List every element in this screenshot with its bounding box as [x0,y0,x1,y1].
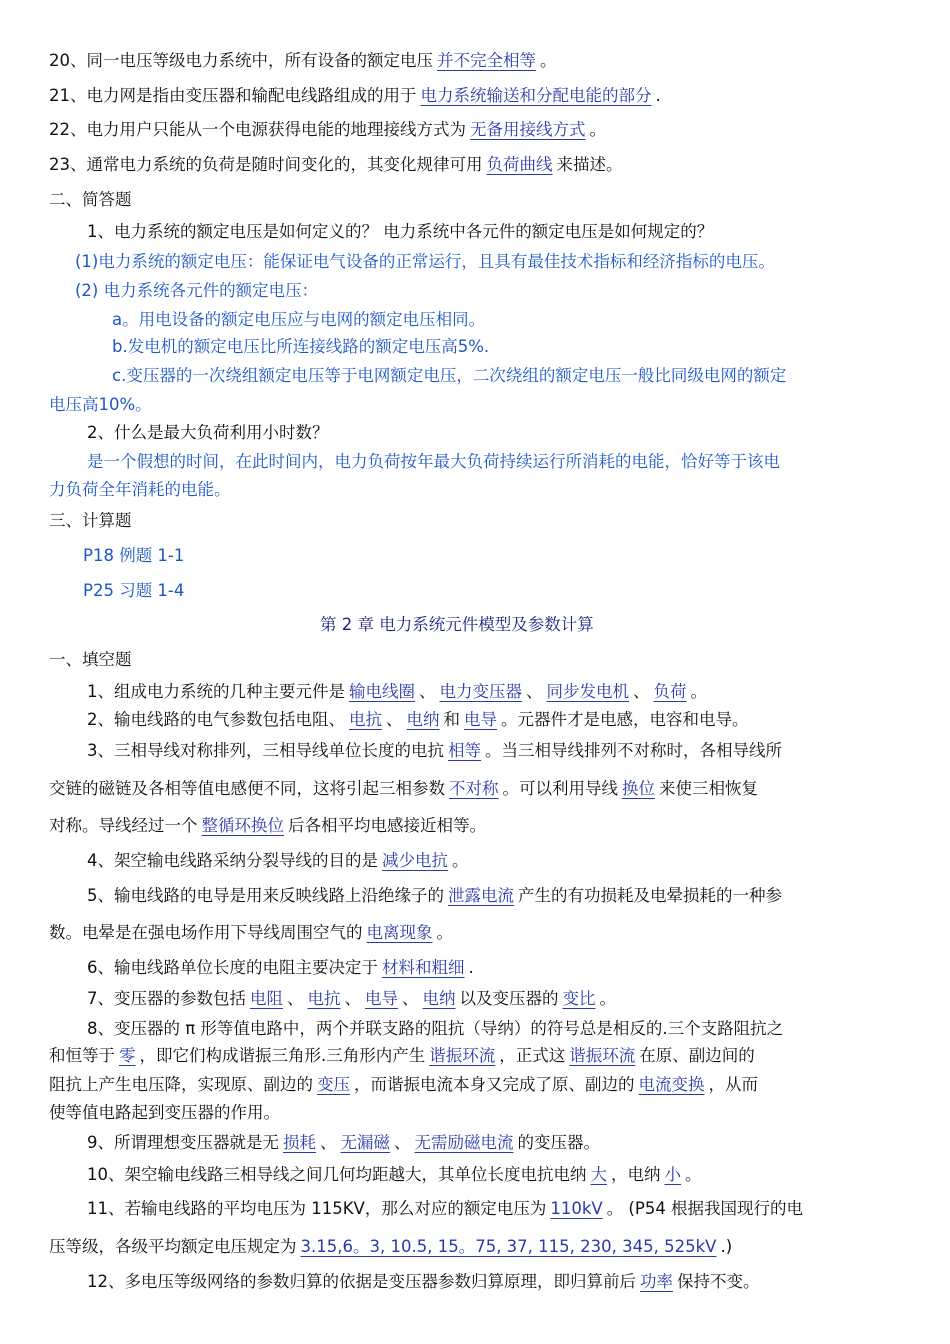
answer-blank: 相等 [448,741,481,760]
answer-blank: 变比 [562,989,596,1008]
question-text: 第 2 章 电力系统元件模型及参数计算 [320,615,594,634]
question-text: 3、三相导线对称排列，三相导线单位长度的电抗 [87,741,444,760]
text-line [87,739,782,763]
answer-blank: 电离现象 [366,923,433,942]
text-line [49,49,557,73]
question-text: 23、通常电力系统的负荷是随时间变化的，其变化规律可用 [49,155,483,174]
answer-blank: 电纳 [406,710,440,729]
question-text: 。 [589,120,606,139]
answer-blank: 电纳 [422,989,456,1008]
question-text: 。可以利用导线 [502,779,618,798]
answer-blank: 损耗 [283,1133,316,1152]
text-line [49,118,606,142]
question-text: 保持不变。 [677,1272,760,1291]
answer-text: 力负荷全年消耗的电能。 [49,480,231,499]
question-text: 2、输电线路的电气参数包括电阻、 [87,710,345,729]
text-line [49,921,453,945]
answer-blank: 并不完全相等 [437,51,536,70]
answer-blank: 大 [590,1165,607,1184]
answer-text: 电压高10%。 [49,395,152,414]
answer-blank: 减少电抗 [382,851,448,870]
answer-blank: 电流变换 [638,1075,705,1094]
question-text: 在原、副边间的 [639,1046,755,1065]
text-line [112,335,489,359]
answer-text: a。用电设备的额定电压应与电网的额定电压相同。 [112,310,486,329]
answer-blank: 电力变压器 [439,682,522,701]
question-text: 10、架空输电线路三相导线之间几何均距越大，其单位长度电抗电纳 [87,1165,587,1184]
question-text: .) [720,1237,733,1256]
answer-text: P25 习题 1-4 [83,581,185,600]
question-text: ，而谐振电流本身又完成了原、副边的 [354,1075,635,1094]
text-line [49,509,132,533]
text-line [49,188,132,212]
question-text: ，电纳 [611,1165,661,1184]
text-line [49,153,623,177]
answer-blank: 110kV [550,1199,603,1218]
answer-blank: 换位 [622,779,655,798]
answer-blank: 负荷曲线 [486,155,553,174]
question-text: 。 [685,1165,702,1184]
answer-blank: 整循环换位 [201,816,284,835]
text-line [87,1270,760,1294]
text-line [87,450,780,474]
question-text: ，即它们构成谐振三角形.三角形内产生 [139,1046,426,1065]
question-text: 。 [690,682,707,701]
answer-blank: 输电线圈 [349,682,415,701]
text-line [87,1017,783,1041]
answer-blank: 功率 [640,1272,673,1291]
question-text: 来描述。 [556,155,623,174]
question-text: 、 [394,1133,411,1152]
question-text: 后各相平均电感接近相等。 [288,816,486,835]
question-text: 二、简答题 [49,190,132,209]
answer-blank: 同步发电机 [546,682,629,701]
question-text: 、 [386,710,403,729]
answer-blank: 无需励磁电流 [414,1133,514,1152]
text-line [49,1073,758,1097]
answer-blank: 小 [664,1165,681,1184]
answer-blank: 电导 [365,989,398,1008]
question-text: 数。电晕是在强电场作用下导线周围空气的 [49,923,363,942]
text-line [49,648,132,672]
answer-text: (2) 电力系统各元件的额定电压： [75,281,319,300]
text-line [87,849,469,873]
text-line [87,884,782,908]
question-text: 2、什么是最大负荷利用小时数？ [87,423,329,442]
question-text: 6、输电线路单位长度的电阻主要决定于 [87,958,378,977]
text-line [87,680,707,704]
answer-blank: 谐振环流 [569,1046,636,1065]
text-line [49,393,152,417]
answer-blank: 电力系统输送和分配电能的部分 [420,86,652,105]
text-line [112,364,786,388]
question-text: 、 [633,682,650,701]
question-text: 。 [540,51,557,70]
question-text: 的变压器。 [517,1133,600,1152]
question-text: 。 [452,851,469,870]
question-text: 、 [526,682,543,701]
text-line [49,814,486,838]
question-text: 、 [419,682,436,701]
question-text: 、 [402,989,419,1008]
answer-blank: 零 [119,1046,136,1065]
question-text: 5、输电线路的电导是用来反映线路上沿绝缘子的 [87,886,444,905]
answer-blank: 负荷 [653,682,687,701]
question-text: 11、若输电线路的平均电压为 115KV，那么对应的额定电压为 [87,1199,547,1218]
question-text: 1、电力系统的额定电压是如何定义的？ 电力系统中各元件的额定电压是如何规定的？ [87,222,714,241]
answer-blank: 无备用接线方式 [470,120,586,139]
question-text: 。 [599,989,616,1008]
text-line [87,1197,803,1221]
text-line [87,1163,702,1187]
answer-blank: 电抗 [307,989,341,1008]
question-text: 交链的磁链及各相等值电感便不同，这将引起三相参数 [49,779,445,798]
answer-blank: 泄露电流 [448,886,514,905]
question-text: 阻抗上产生电压降，实现原、副边的 [49,1075,313,1094]
text-line [75,279,318,303]
question-text: 9、所谓理想变压器就是无 [87,1133,279,1152]
question-text: 和 [443,710,460,729]
text-line [87,956,474,980]
question-text: . [655,86,661,105]
question-text: 8、变压器的 π 形等值电路中，两个并联支路的阻抗（导纳）的符号总是相反的.三个支路阻抗之 [87,1019,784,1038]
question-text: 产生的有功损耗及电晕损耗的一种参 [518,886,782,905]
question-text: 21、电力网是指由变压器和输配电线路组成的用于 [49,86,417,105]
question-text: 、 [320,1133,337,1152]
text-line [83,544,184,568]
answer-text: 是一个假想的时间，在此时间内，电力负荷按年最大负荷持续运行所消耗的电能，恰好等于该电 [87,452,780,471]
answer-blank: 谐振环流 [429,1046,496,1065]
question-text: . [468,958,474,977]
answer-blank: 无漏磁 [340,1133,390,1152]
text-line [49,1044,755,1068]
question-text: 。 (P54 根据我国现行的电 [606,1199,804,1218]
question-text: 12、多电压等级网络的参数归算的依据是变压器参数归算原理，即归算前后 [87,1272,636,1291]
question-text: 使等值电路起到变压器的作用。 [49,1103,280,1122]
question-text: 20、同一电压等级电力系统中，所有设备的额定电压 [49,51,433,70]
question-text: ，从而 [708,1075,758,1094]
text-line [49,1235,732,1259]
answer-blank: 3.15,6。3, 10.5, 15。75, 37, 115, 230, 345, 525kV [300,1237,717,1256]
question-text: 。当三相导线排列不对称时，各相导线所 [485,741,782,760]
question-text: 一、填空题 [49,650,132,669]
question-text: 来使三相恢复 [659,779,758,798]
answer-blank: 不对称 [449,779,499,798]
answer-text: b.发电机的额定电压比所连接线路的额定电压高5%. [112,337,490,356]
question-text: 1、组成电力系统的几种主要元件是 [87,682,345,701]
text-line [49,777,758,801]
text-line [320,613,594,637]
question-text: 对称。导线经过一个 [49,816,198,835]
answer-blank: 电抗 [349,710,382,729]
question-text: 、 [344,989,361,1008]
question-text: 。 [436,923,453,942]
text-line [49,478,231,502]
question-text: 7、变压器的参数包括 [87,989,246,1008]
text-line [87,220,713,244]
answer-blank: 材料和粗细 [382,958,465,977]
text-line [112,308,485,332]
question-text: ，正式这 [499,1046,566,1065]
question-text: 以及变压器的 [459,989,559,1008]
question-text: 压等级，各级平均额定电压规定为 [49,1237,297,1256]
text-line [75,250,775,274]
question-text: 和恒等于 [49,1046,115,1065]
answer-text: P18 例题 1-1 [83,546,185,565]
text-line [87,987,616,1011]
text-line [83,579,184,603]
answer-blank: 变压 [317,1075,350,1094]
question-text: 4、架空输电线路采纳分裂导线的目的是 [87,851,378,870]
question-text: 22、电力用户只能从一个电源获得电能的地理接线方式为 [49,120,466,139]
question-text: 、 [287,989,304,1008]
answer-text: c.变压器的一次绕组额定电压等于电网额定电压，二次绕组的额定电压一般比同级电网的额定 [112,366,787,385]
question-text: 三、计算题 [49,511,132,530]
text-line [87,1131,600,1155]
answer-text: (1)电力系统的额定电压：能保证电气设备的正常运行，且具有最佳技术指标和经济指标的电压。 [75,252,775,271]
text-line [49,84,661,108]
question-text: 。元器件才是电感，电容和电导。 [501,710,749,729]
answer-blank: 电阻 [250,989,283,1008]
text-line [87,421,329,445]
answer-blank: 电导 [464,710,497,729]
text-line [49,1101,280,1125]
text-line [87,708,749,732]
